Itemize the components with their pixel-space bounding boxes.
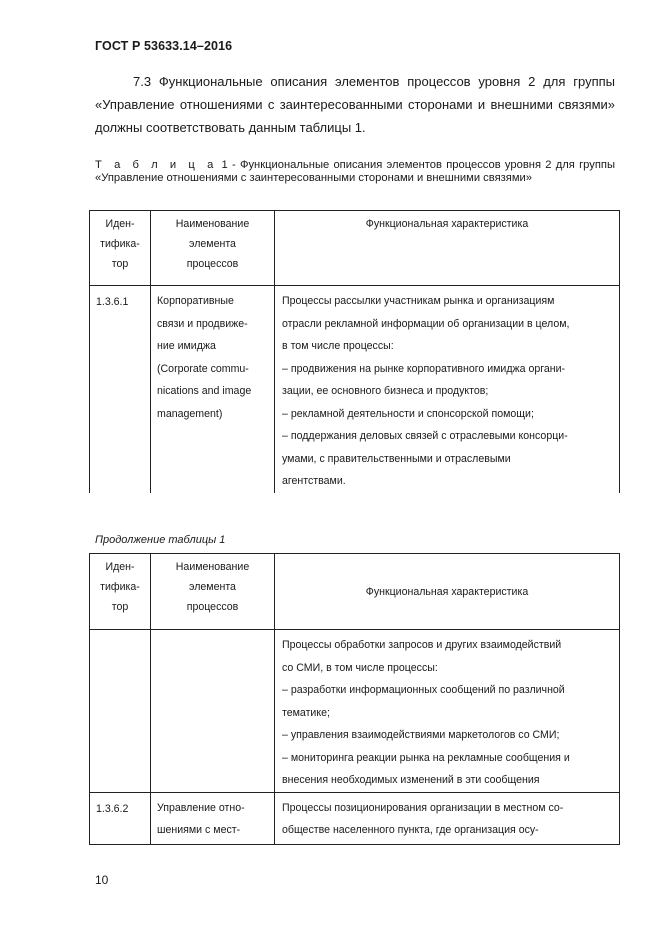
col-header-id-line: тифика- <box>100 238 140 250</box>
row-name <box>151 630 275 793</box>
table-header-row <box>90 554 620 630</box>
col-header-name-line: процессов <box>186 258 239 270</box>
row-func-line: зации, ее основного бизнеса и продуктов; <box>282 385 489 397</box>
row-id <box>90 630 151 793</box>
row-name <box>151 286 275 493</box>
col-header-id-line: Иден- <box>105 561 135 573</box>
table-row <box>90 792 620 844</box>
row-func <box>275 286 620 493</box>
row-name-line: Корпоративные <box>157 295 234 307</box>
col-header-id <box>90 554 151 630</box>
row-func-line: обществе населенного пункта, где организация осу- <box>282 824 539 836</box>
col-header-name-line: элемента <box>189 581 236 593</box>
col-header-id <box>90 211 151 286</box>
table-caption-text: 1 - Функциональные описания элементов процессов уровня 2 для группы «Управление отношениями с заинтересованными сторонами и внешними связями» <box>95 159 615 184</box>
table-row <box>90 630 620 793</box>
row-name-line: ние имиджа <box>157 340 216 352</box>
row-func-line: отрасли рекламной информации об организации в целом, <box>282 317 570 330</box>
table-row <box>90 286 620 493</box>
row-name-line: (Corporate commu- <box>157 362 249 375</box>
row-func-line: – мониторинга реакции рынка на рекламные сообщения и <box>282 751 570 764</box>
row-func-line: – продвижения на рынке корпоративного имиджа органи- <box>282 362 566 375</box>
col-header-name-line: Наименование <box>175 218 250 230</box>
row-func-line: умами, с правительственными и отраслевыми <box>282 452 511 465</box>
row-func <box>275 792 620 844</box>
row-name-line: шениями с мест- <box>157 824 241 836</box>
col-header-name-line: процессов <box>186 601 239 613</box>
table-caption <box>95 159 615 185</box>
table-caption-prefix: Т а б л и ц а <box>95 159 218 171</box>
row-func-line: – разработки информационных сообщений по различной <box>282 684 565 696</box>
row-func-line: внесения необходимых изменений в эти сообщения <box>282 774 540 786</box>
row-func-line: Процессы рассылки участникам рынка и организациям <box>282 295 555 307</box>
row-name <box>151 792 275 844</box>
col-header-name <box>151 211 275 286</box>
row-func-line: в том числе процессы: <box>282 340 394 352</box>
col-header-func: Функциональная характеристика <box>275 554 620 630</box>
document-header: ГОСТ Р 53633.14–2016 <box>95 39 233 53</box>
col-header-name-line: элемента <box>189 238 236 250</box>
table-1 <box>89 210 620 493</box>
continuation-caption: Продолжение таблицы 1 <box>95 534 226 546</box>
table-1-continuation <box>89 553 620 845</box>
row-name-line: nications and image <box>157 385 252 397</box>
row-func-line: со СМИ, в том числе процессы: <box>282 661 438 674</box>
row-func-line: Процессы позиционирования организации в местном со- <box>282 801 564 814</box>
col-header-id-line: Иден- <box>105 218 135 230</box>
col-header-name-line: Наименование <box>175 561 250 573</box>
col-header-name <box>151 554 275 630</box>
row-func-line: – поддержания деловых связей с отраслевыми консорци- <box>282 430 568 442</box>
intro-text: 7.3 Функциональные описания элементов процессов уровня 2 для группы «Управление отношениями с заинтересованными сторонами и внешними связями» должны соответствовать данным таблицы 1. <box>95 74 615 135</box>
col-header-id-line: тор <box>111 258 129 270</box>
col-header-func: Функциональная характеристика <box>275 211 620 286</box>
row-name-line: Управление отно- <box>157 801 245 814</box>
page-number: 10 <box>95 873 109 887</box>
row-func-line: агентствами. <box>282 475 346 487</box>
row-id: 1.3.6.1 <box>90 286 151 493</box>
col-header-id-line: тор <box>111 601 129 613</box>
table-header-row <box>90 211 620 286</box>
row-func-line: – управления взаимодействиями маркетологов со СМИ; <box>282 729 560 741</box>
row-func-line: – рекламной деятельности и спонсорской помощи; <box>282 407 534 420</box>
row-func-line: тематике; <box>282 706 330 719</box>
intro-paragraph <box>95 70 615 139</box>
col-header-id-line: тифика- <box>100 581 140 593</box>
row-func-line: Процессы обработки запросов и других взаимодействий <box>282 639 562 651</box>
row-name-line: связи и продвиже- <box>157 317 248 330</box>
row-id: 1.3.6.2 <box>90 792 151 844</box>
row-name-line: management) <box>157 407 223 420</box>
row-func <box>275 630 620 793</box>
